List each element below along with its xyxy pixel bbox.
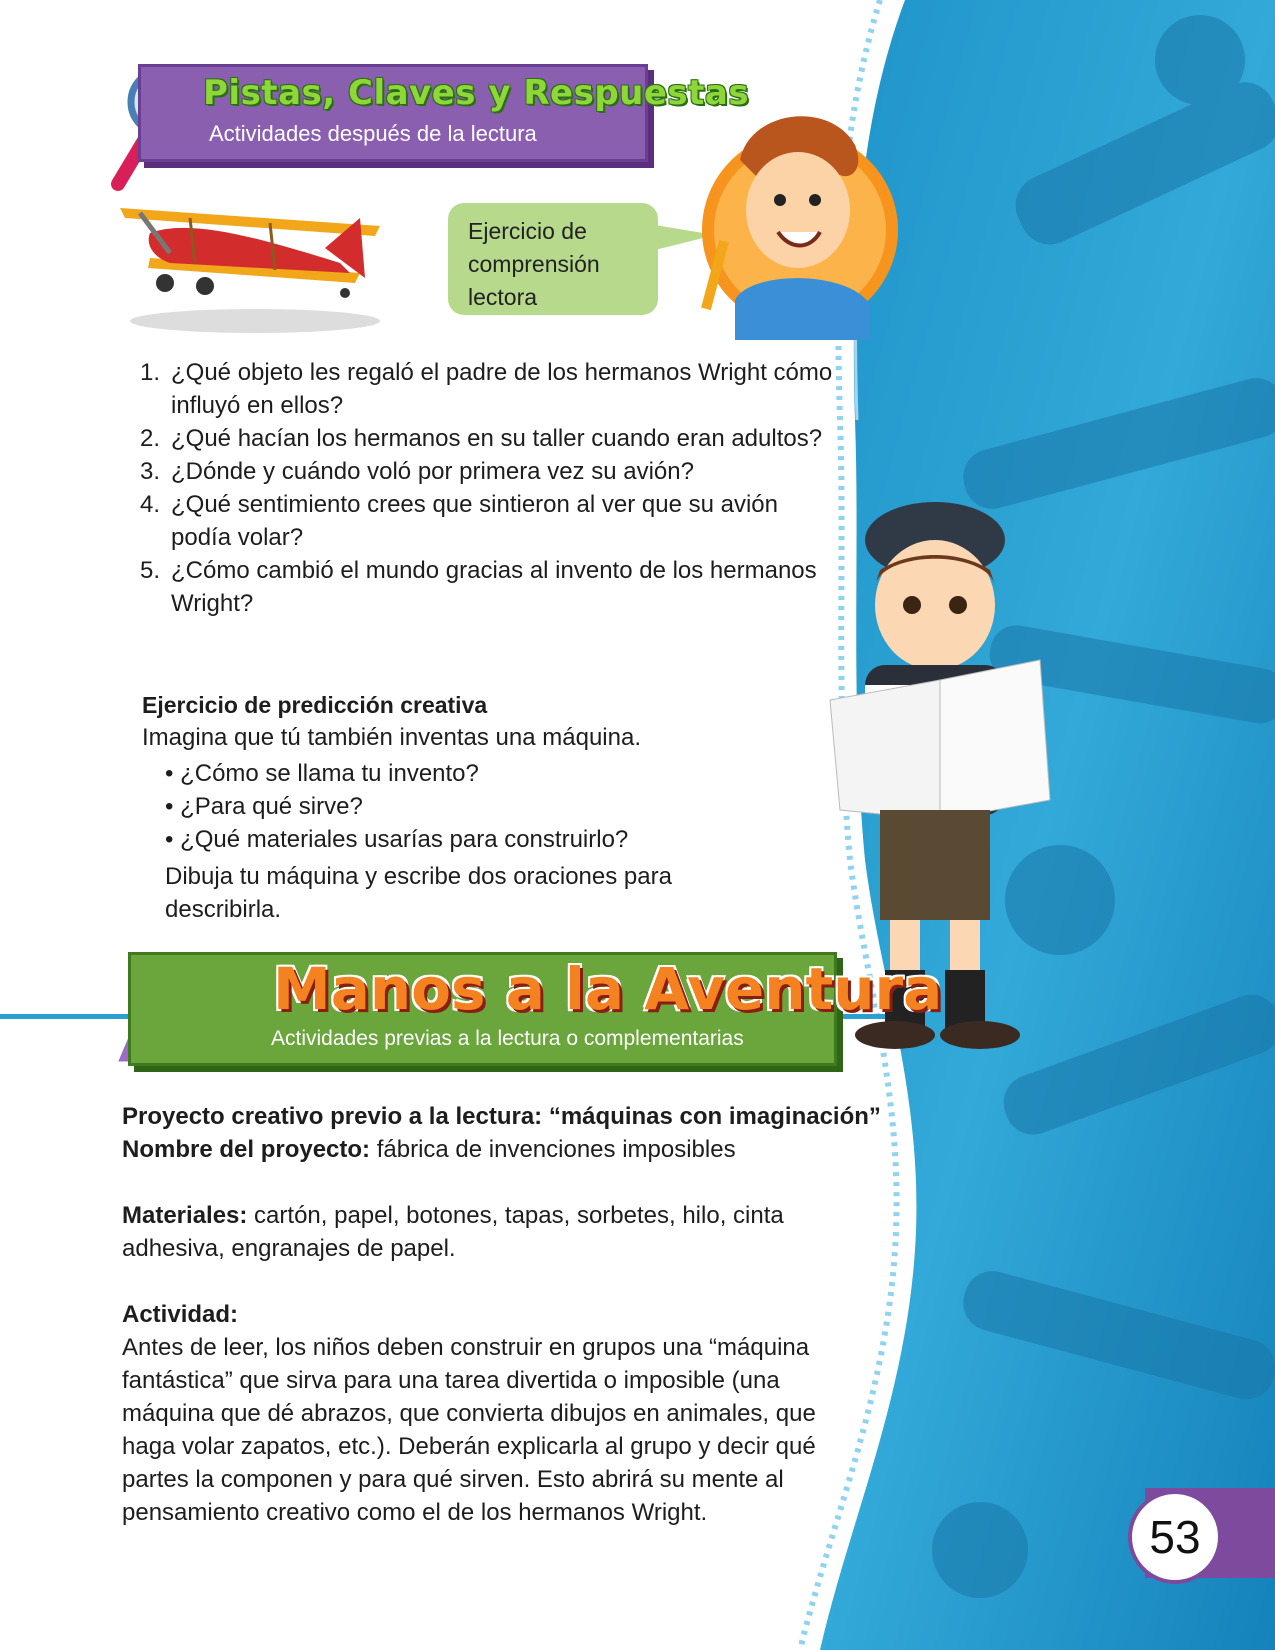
project-name-value: fábrica de invenciones imposibles: [370, 1136, 736, 1163]
header-title: Pistas, Claves y Respuestas: [203, 73, 750, 113]
prediction-bullets: [165, 757, 628, 856]
header-banner: [138, 64, 750, 162]
list-item: • ¿Cómo se llama tu invento?: [165, 760, 479, 787]
header-subtitle: Actividades después de la lectura: [209, 121, 537, 146]
list-item: 5. ¿Cómo cambió el mundo gracias al invento de los hermanos Wright?: [140, 557, 817, 617]
list-item: 4. ¿Qué sentimiento crees que sintieron al ver que su avión podía volar?: [140, 491, 778, 551]
list-item: 3. ¿Dónde y cuándo voló por primera vez su avión?: [140, 458, 694, 485]
prediction-closing: Dibuja tu máquina y escribe dos oraciones para describirla.: [165, 863, 672, 923]
list-item: • ¿Qué materiales usarías para construirlo?: [165, 826, 629, 853]
activity-label: Actividad:: [122, 1301, 239, 1328]
materials-label: Materiales:: [122, 1202, 248, 1229]
list-item: • ¿Para qué sirve?: [165, 793, 363, 820]
speech-bubble: [448, 203, 658, 315]
section-subtitle: Actividades previas a la lectura o complementarias: [271, 1027, 744, 1050]
materials-value: cartón, papel, botones, tapas, sorbetes, hilo, cinta adhesiva, engranajes de papel.: [122, 1202, 784, 1262]
boy-with-pencil-illustration: [690, 100, 910, 340]
section-banner: [128, 952, 943, 1066]
list-item: 2. ¿Qué hacían los hermanos en su taller cuando eran adultos?: [140, 425, 823, 452]
list-item: 1. ¿Qué objeto les regaló el padre de los hermanos Wright cómo influyó en ellos?: [140, 359, 833, 419]
activity-text: Antes de leer, los niños deben construir en grupos una “máquina fantástica” que sirva para una tarea divertida o imposible (una máquina que dé abrazos, que convierta dibujos en animales, que haga volar zapatos, etc.). Deberán explicarla al grupo y decir qué partes la componen y para qué sirven. Esto abrirá su mente al pensamiento creativo como el de los hermanos Wright.: [122, 1334, 816, 1526]
project-section: [122, 1100, 942, 1529]
prediction-intro: Imagina que tú también inventas una máquina.: [142, 724, 641, 751]
prediction-title: Ejercicio de predicción creativa: [142, 692, 488, 718]
project-name-label: Nombre del proyecto:: [122, 1136, 371, 1163]
biplane-illustration: [110, 178, 390, 338]
comprehension-questions: [140, 356, 840, 620]
speech-bubble-text: Ejercicio de comprensión lectora: [468, 218, 600, 310]
page-number: 53: [1128, 1490, 1222, 1584]
section-title: Manos a la Aventura: [273, 955, 943, 1023]
project-heading: Proyecto creativo previo a la lectura: “máquinas con imaginación”: [122, 1103, 881, 1130]
